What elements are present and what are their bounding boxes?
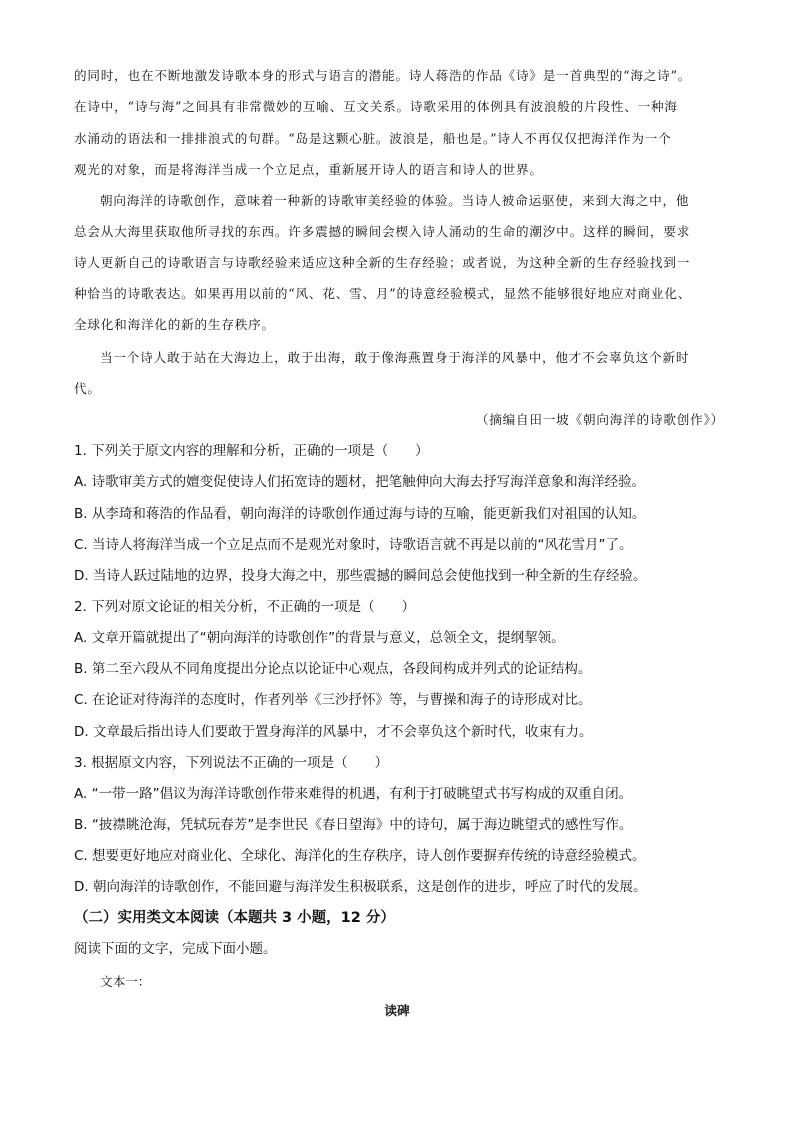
- text-subtitle: 读碑: [384, 1003, 410, 1018]
- question-option[interactable]: B. 从李琦和蒋浩的作品看，朝向海洋的诗歌创作通过海与诗的互喻，能更新我们对祖国的认知。: [74, 506, 646, 522]
- question-option[interactable]: C. 想要更好地应对商业化、全球化、海洋化的生存秩序，诗人创作要摒弃传统的诗意经验模式。: [74, 848, 646, 864]
- question-option[interactable]: A. “一带一路”倡议为海洋诗歌创作带来难得的机遇，有利于打破眺望式书写构成的双重自闭。: [74, 786, 633, 802]
- passage-line: 代。: [74, 381, 101, 396]
- section-heading: （二）实用类文本阅读（本题共 3 小题，12 分）: [74, 910, 395, 926]
- passage-line: 水涌动的语法和一排排浪式的句群。“岛是这颗心脏。波浪是，船也是。”诗人不再仅仅把海洋作为一个: [74, 131, 672, 146]
- question-option[interactable]: C. 在论证对待海洋的态度时，作者列举《三沙抒怀》等，与曹操和海子的诗形成对比。: [74, 692, 592, 708]
- question-option[interactable]: A. 文章开篇就提出了“朝向海洋的诗歌创作”的背景与意义，总领全文，提纲挈领。: [74, 630, 565, 646]
- passage-line: 朝向海洋的诗歌创作，意味着一种新的诗歌审美经验的体验。当诗人被命运驱使，来到大海之中，他: [100, 193, 690, 208]
- passage-line: 的同时，也在不断地激发诗歌本身的形式与语言的潜能。诗人蒋浩的作品《诗》是一首典型的“海之诗”。: [74, 68, 692, 83]
- passage-line: 在诗中，“诗与海”之间具有非常微妙的互喻、互文关系。诗歌采用的体例具有波浪般的片段性、一种海: [74, 99, 678, 114]
- section-instruction: 阅读下面的文字，完成下面小题。: [74, 941, 277, 957]
- question-option[interactable]: C. 当诗人将海洋当成一个立足点而不是观光对象时，诗歌语言就不再是以前的“风花雪月”了。: [74, 537, 633, 553]
- passage-line: 种恰当的诗歌表达。如果再用以前的“风、花、雪、月”的诗意经验模式，显然不能够很好地应对商业化、: [74, 286, 692, 301]
- question-stem: 1. 下列关于原文内容的理解和分析，正确的一项是（ ）: [74, 443, 429, 459]
- question-option[interactable]: D. 朝向海洋的诗歌创作，不能回避与海洋发生积极联系，这是创作的进步，呼应了时代的发展。: [74, 879, 647, 895]
- question-option[interactable]: D. 文章最后指出诗人们要敢于置身海洋的风暴中，才不会辜负这个新时代，收束有力。: [74, 724, 593, 740]
- question-option[interactable]: D. 当诗人跃过陆地的边界，投身大海之中，那些震撼的瞬间总会使他找到一种全新的生存经验。: [74, 568, 647, 584]
- question-option[interactable]: A. 诗歌审美方式的嬗变促使诗人们拓宽诗的题材，把笔触伸向大海去抒写海洋意象和海洋经验。: [74, 474, 646, 490]
- passage-line: 全球化和海洋化的新的生存秩序。: [74, 317, 275, 332]
- passage-line: 诗人更新自己的诗歌语言与诗歌经验来适应这种全新的生存经验；或者说，为这种全新的生存经验找到一: [74, 255, 691, 270]
- text-label: 文本一：: [100, 974, 151, 989]
- passage-line: 总会从大海里获取他所寻找的东西。许多震撼的瞬间会楔入诗人涌动的生命的潮汐中。这样的瞬间，要求: [74, 224, 691, 239]
- question-stem: 3. 根据原文内容，下列说法不正确的一项是（ ）: [74, 755, 389, 771]
- question-stem: 2. 下列对原文论证的相关分析，不正确的一项是（ ）: [74, 599, 416, 615]
- question-option[interactable]: B. “披襟眺沧海，凭轼玩春芳”是李世民《春日望海》中的诗句，属于海边眺望式的感性写作。: [74, 817, 633, 833]
- question-option[interactable]: B. 第二至六段从不同角度提出分论点以论证中心观点，各段间构成并列式的论证结构。: [74, 661, 592, 677]
- source-citation: （摘编自田一坡《朝向海洋的诗歌创作》）: [475, 412, 724, 427]
- passage-line: 当一个诗人敢于站在大海边上，敢于出海，敢于像海燕置身于海洋的风暴中，他才不会辜负这个新时: [100, 350, 690, 365]
- passage-line: 观光的对象，而是将海洋当成一个立足点，重新展开诗人的语言和诗人的世界。: [74, 162, 543, 177]
